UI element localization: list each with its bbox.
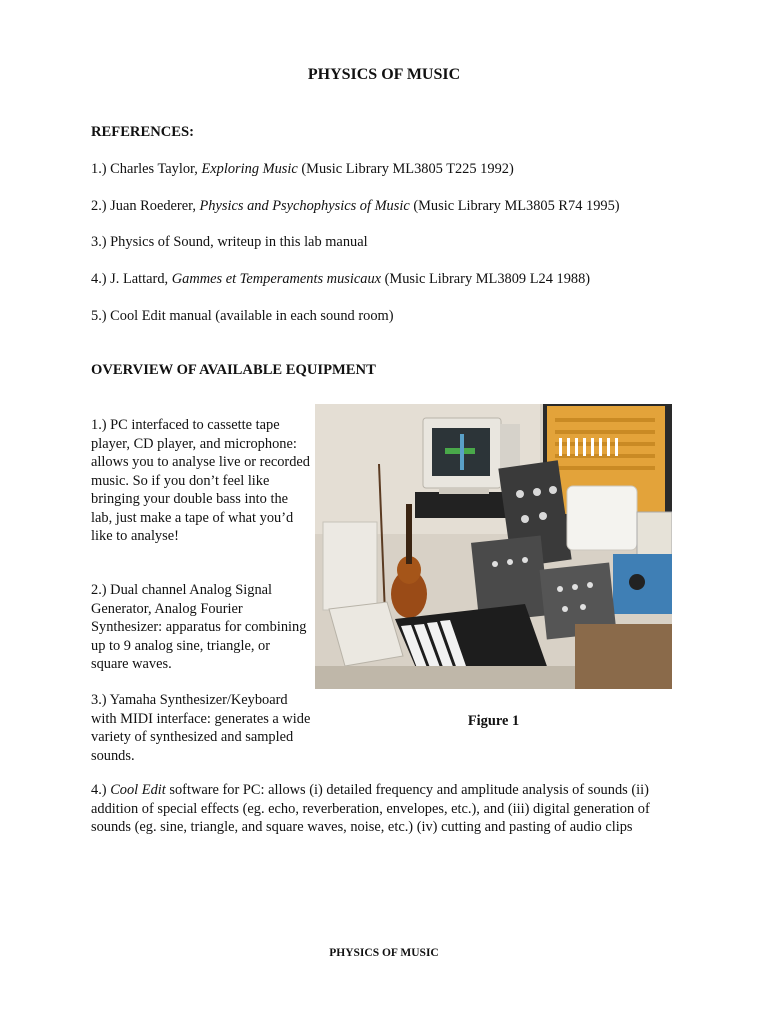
reference-suffix: (Music Library ML3805 T225 1992) bbox=[297, 161, 514, 177]
page-title: PHYSICS OF MUSIC bbox=[307, 66, 461, 83]
reference-title: Exploring Music bbox=[201, 161, 298, 177]
reference-item-4 bbox=[91, 270, 711, 289]
item4-software-name: Cool Edit bbox=[110, 782, 166, 798]
reference-prefix: 4.) J. Lattard, bbox=[91, 271, 172, 287]
item4-description: software for PC: allows (i) detailed frequency and amplitude analysis of sounds (ii) addition of special effects (eg. echo, reverberation, envelopes, etc.), and (iii) digital generation of sounds (eg. sine, triangle, and square waves, noise, etc.) (iv) cutting and pasting of audio clips bbox=[91, 782, 650, 835]
reference-item-3 bbox=[91, 233, 711, 252]
equipment-item-2: 2.) Dual channel Analog Signal Generator, Analog Fourier Synthesizer: apparatus for combining up to 9 analog sine, triangle, or square waves. bbox=[91, 582, 307, 672]
equipment-item-1: 1.) PC interfaced to cassette tape player, CD player, and microphone: allows you to analyse live or recorded music. So if you don’t feel like bringing your double bass into the lab, just make a tape of what you’d like to analyse! bbox=[91, 417, 310, 544]
reference-prefix: 2.) Juan Roederer, bbox=[91, 198, 200, 214]
page-footer: PHYSICS OF MUSIC bbox=[329, 947, 439, 959]
references-heading: REFERENCES: bbox=[91, 124, 194, 140]
lab-equipment-photo bbox=[315, 404, 672, 689]
reference-prefix: 1.) Charles Taylor, bbox=[91, 161, 202, 177]
reference-item-5 bbox=[91, 307, 711, 326]
equipment-item-3: 3.) Yamaha Synthesizer/Keyboard with MIDI interface: generates a wide variety of synthesized and sampled sounds. bbox=[91, 692, 311, 764]
figure-caption: Figure 1 bbox=[467, 713, 520, 729]
equipment-heading: OVERVIEW OF AVAILABLE EQUIPMENT bbox=[91, 362, 376, 378]
reference-item-2 bbox=[91, 197, 711, 216]
reference-suffix: (Music Library ML3805 R74 1995) bbox=[409, 198, 620, 214]
reference-prefix: 3.) Physics of Sound, writeup in this lab manual bbox=[91, 234, 368, 250]
reference-title: Gammes et Temperaments musicaux bbox=[171, 271, 382, 287]
reference-suffix: (Music Library ML3809 L24 1988) bbox=[381, 271, 591, 287]
reference-item-1 bbox=[91, 160, 711, 179]
item4-prefix: 4.) bbox=[91, 782, 111, 798]
reference-title: Physics and Psychophysics of Music bbox=[199, 198, 410, 214]
reference-prefix: 5.) Cool Edit manual (available in each sound room) bbox=[91, 308, 394, 324]
equipment-item-4 bbox=[91, 781, 691, 837]
